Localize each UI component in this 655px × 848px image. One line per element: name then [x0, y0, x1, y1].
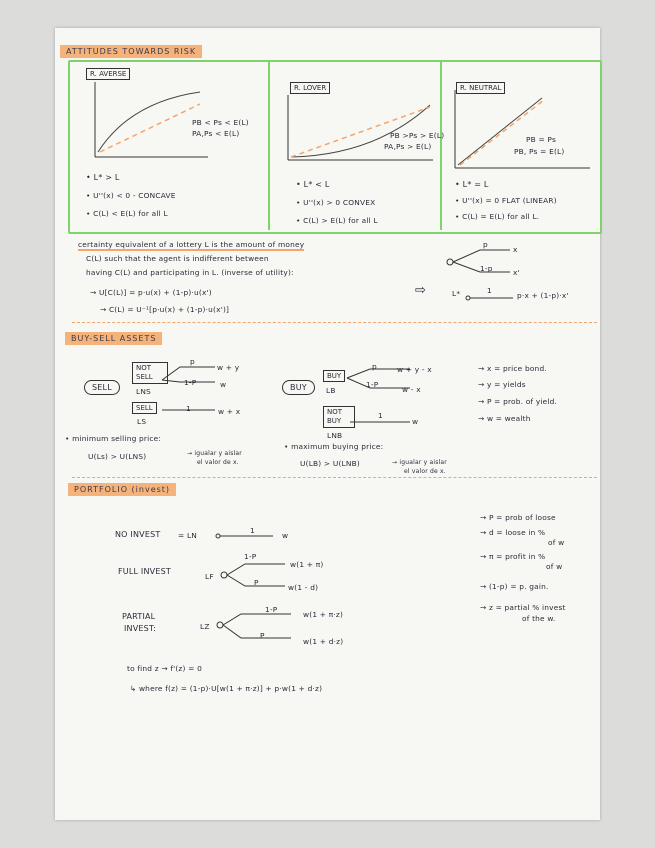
ce-line2: C(L) such that the agent is indifferent between [86, 254, 269, 263]
min-sell-note2: el valor de x. [197, 459, 239, 466]
no-invest-label: NO INVEST [115, 530, 161, 539]
ls-label: LS [137, 417, 147, 426]
buysell-title: BUY-SELL ASSETS [65, 332, 162, 345]
bs-legend1: → x = price bond. [478, 364, 547, 373]
min-sell-note1: → igualar y aislar [187, 450, 242, 457]
ce-tree-x2: x' [513, 268, 520, 277]
neutral-ineq1: PB = Ps [526, 135, 556, 144]
sell-1p: 1-P [184, 378, 197, 387]
buy-wyx: w + y - x [397, 365, 432, 374]
buy-node: BUY [282, 380, 315, 395]
neutral-ineq2: PB, Ps = E(L) [514, 147, 565, 156]
partial-label1: PARTIAL [122, 612, 156, 621]
lover-b3: • C(L) > E(L) for all L [296, 216, 378, 225]
ce-lstar-result: p·x + (1-p)·x' [517, 291, 569, 300]
lover-label: R. LOVER [290, 82, 330, 94]
no-invest-w: w [282, 531, 289, 540]
sell-node: SELL [84, 380, 120, 395]
lover-ineq1: PB >Ps > E(L) [390, 131, 445, 140]
risk-divider-2 [440, 60, 442, 230]
bs-legend3: → P = prob. of yield. [478, 397, 558, 406]
full-invest-tree [220, 558, 300, 598]
risk-divider-1 [268, 60, 270, 230]
sell-wy: w + y [217, 363, 240, 372]
partial-label2: INVEST: [124, 624, 157, 633]
full-top: w(1 + π) [290, 560, 324, 569]
neutral-b2: • U''(x) = 0 FLAT (LINEAR) [455, 196, 557, 205]
pf-leg2b: of w [548, 538, 565, 547]
not-sell-box: NOT SELL [132, 362, 168, 384]
averse-b1: • L* > L [86, 173, 120, 182]
pf-leg3a: → π = profit in % [480, 552, 546, 561]
ce-tree-p: p [483, 240, 488, 249]
sell-p: p [190, 357, 195, 366]
part-top: w(1 + π·z) [303, 610, 344, 619]
pf-leg3b: of w [546, 562, 563, 571]
bs-legend4: → w = wealth [478, 414, 531, 423]
pf-leg5b: of the w. [522, 614, 556, 623]
max-buy-eq: U(LB) > U(LNB) [300, 459, 360, 468]
ce-tree-1p: 1-p [480, 264, 493, 273]
sell-1: 1 [186, 404, 191, 413]
ce-eq2: → C(L) = U⁻¹[p·u(x) + (1-p)·u(x')] [100, 305, 230, 314]
lb-label: LB [326, 386, 336, 395]
ce-tree [445, 242, 535, 282]
pf-leg1: → P = prob of loose [480, 513, 556, 522]
part-bottom: w(1 + d·z) [303, 637, 344, 646]
averse-ineq1: PB < Ps < E(L) [192, 118, 249, 127]
sell-w: w [220, 380, 227, 389]
buy-wx: w - x [402, 385, 421, 394]
divider-dashed-2 [72, 477, 597, 478]
lover-graph [285, 95, 435, 165]
sell-wx: w + x [218, 407, 241, 416]
pf-leg4: → (1-p) = p. gain. [480, 582, 549, 591]
ce-line3: having C(L) and participating in L. (inverse of utility): [86, 268, 294, 277]
pf-leg2a: → d = loose in % [480, 528, 546, 537]
averse-b2: • U''(x) < 0 - CONCAVE [86, 191, 176, 200]
lnb-label: LNB [327, 431, 343, 440]
ce-arrow-icon: ⇨ [415, 283, 427, 298]
ce-line1: certainty equivalent of a lottery L is the amount of money [78, 240, 305, 249]
ce-lstar-1: 1 [487, 286, 492, 295]
divider-dashed-1 [72, 322, 597, 323]
where-fz: ↳ where f(z) = (1-p)·U[w(1 + π·z)] + p·w(1 + d·z) [130, 684, 323, 693]
buy-1: 1 [378, 411, 383, 420]
buy-w: w [412, 417, 419, 426]
lover-b2: • U''(x) > 0 CONVEX [296, 198, 376, 207]
not-buy-box: NOT BUY [323, 406, 355, 428]
ce-tree-x: x [513, 245, 518, 254]
buy-p: p [372, 362, 377, 371]
portfolio-title: PORTFOLIO (invest) [68, 483, 176, 496]
sell-box: SELL [132, 402, 157, 414]
attitudes-title: ATTITUDES TOWARDS RISK [60, 45, 202, 58]
averse-b3: • C(L) < E(L) for all L [86, 209, 168, 218]
max-buy: • maximum buying price: [284, 442, 384, 451]
max-buy-note2: el valor de x. [404, 468, 446, 475]
ce-eq1: → U[C(L)] = p·u(x) + (1-p)·u(x') [90, 288, 212, 297]
averse-label: R. AVERSE [86, 68, 130, 80]
lover-b1: • L* < L [296, 180, 330, 189]
neutral-b3: • C(L) = E(L) for all L. [455, 212, 540, 221]
pf-leg5a: → z = partial % invest [480, 603, 566, 612]
lz-label: LZ [200, 622, 210, 631]
full-p: P [254, 578, 259, 587]
neutral-label: R. NEUTRAL [456, 82, 505, 94]
part-1p: 1-P [265, 605, 278, 614]
min-sell-eq: U(Ls) > U(LNS) [88, 452, 147, 461]
buy-1p: 1-P [366, 380, 379, 389]
buy-tree [345, 366, 435, 426]
full-invest-label: FULL INVEST [118, 567, 171, 576]
averse-ineq2: PA,Ps < E(L) [192, 129, 240, 138]
full-1p: 1-P [244, 552, 257, 561]
no-invest-1: 1 [250, 526, 255, 535]
buy-box: BUY [323, 370, 345, 382]
neutral-b1: • L* = L [455, 180, 489, 189]
no-invest-branch [215, 533, 275, 539]
bs-legend2: → y = yields [478, 380, 526, 389]
no-invest-eq: = LN [178, 531, 197, 540]
lns-label: LNS [136, 387, 151, 396]
max-buy-note1: → igualar y aislar [392, 459, 447, 466]
part-p: P [260, 631, 265, 640]
min-sell: • minimum selling price: [65, 434, 162, 443]
ce-lstar: L* [452, 289, 461, 298]
neutral-graph [452, 90, 592, 170]
lover-ineq2: PA,Ps > E(L) [384, 142, 432, 151]
full-bottom: w(1 - d) [288, 583, 319, 592]
find-z: to find z → f'(z) = 0 [127, 664, 202, 673]
ce-lstar-branch [465, 295, 515, 301]
lf-label: LF [205, 572, 214, 581]
partial-invest-tree [216, 608, 306, 648]
